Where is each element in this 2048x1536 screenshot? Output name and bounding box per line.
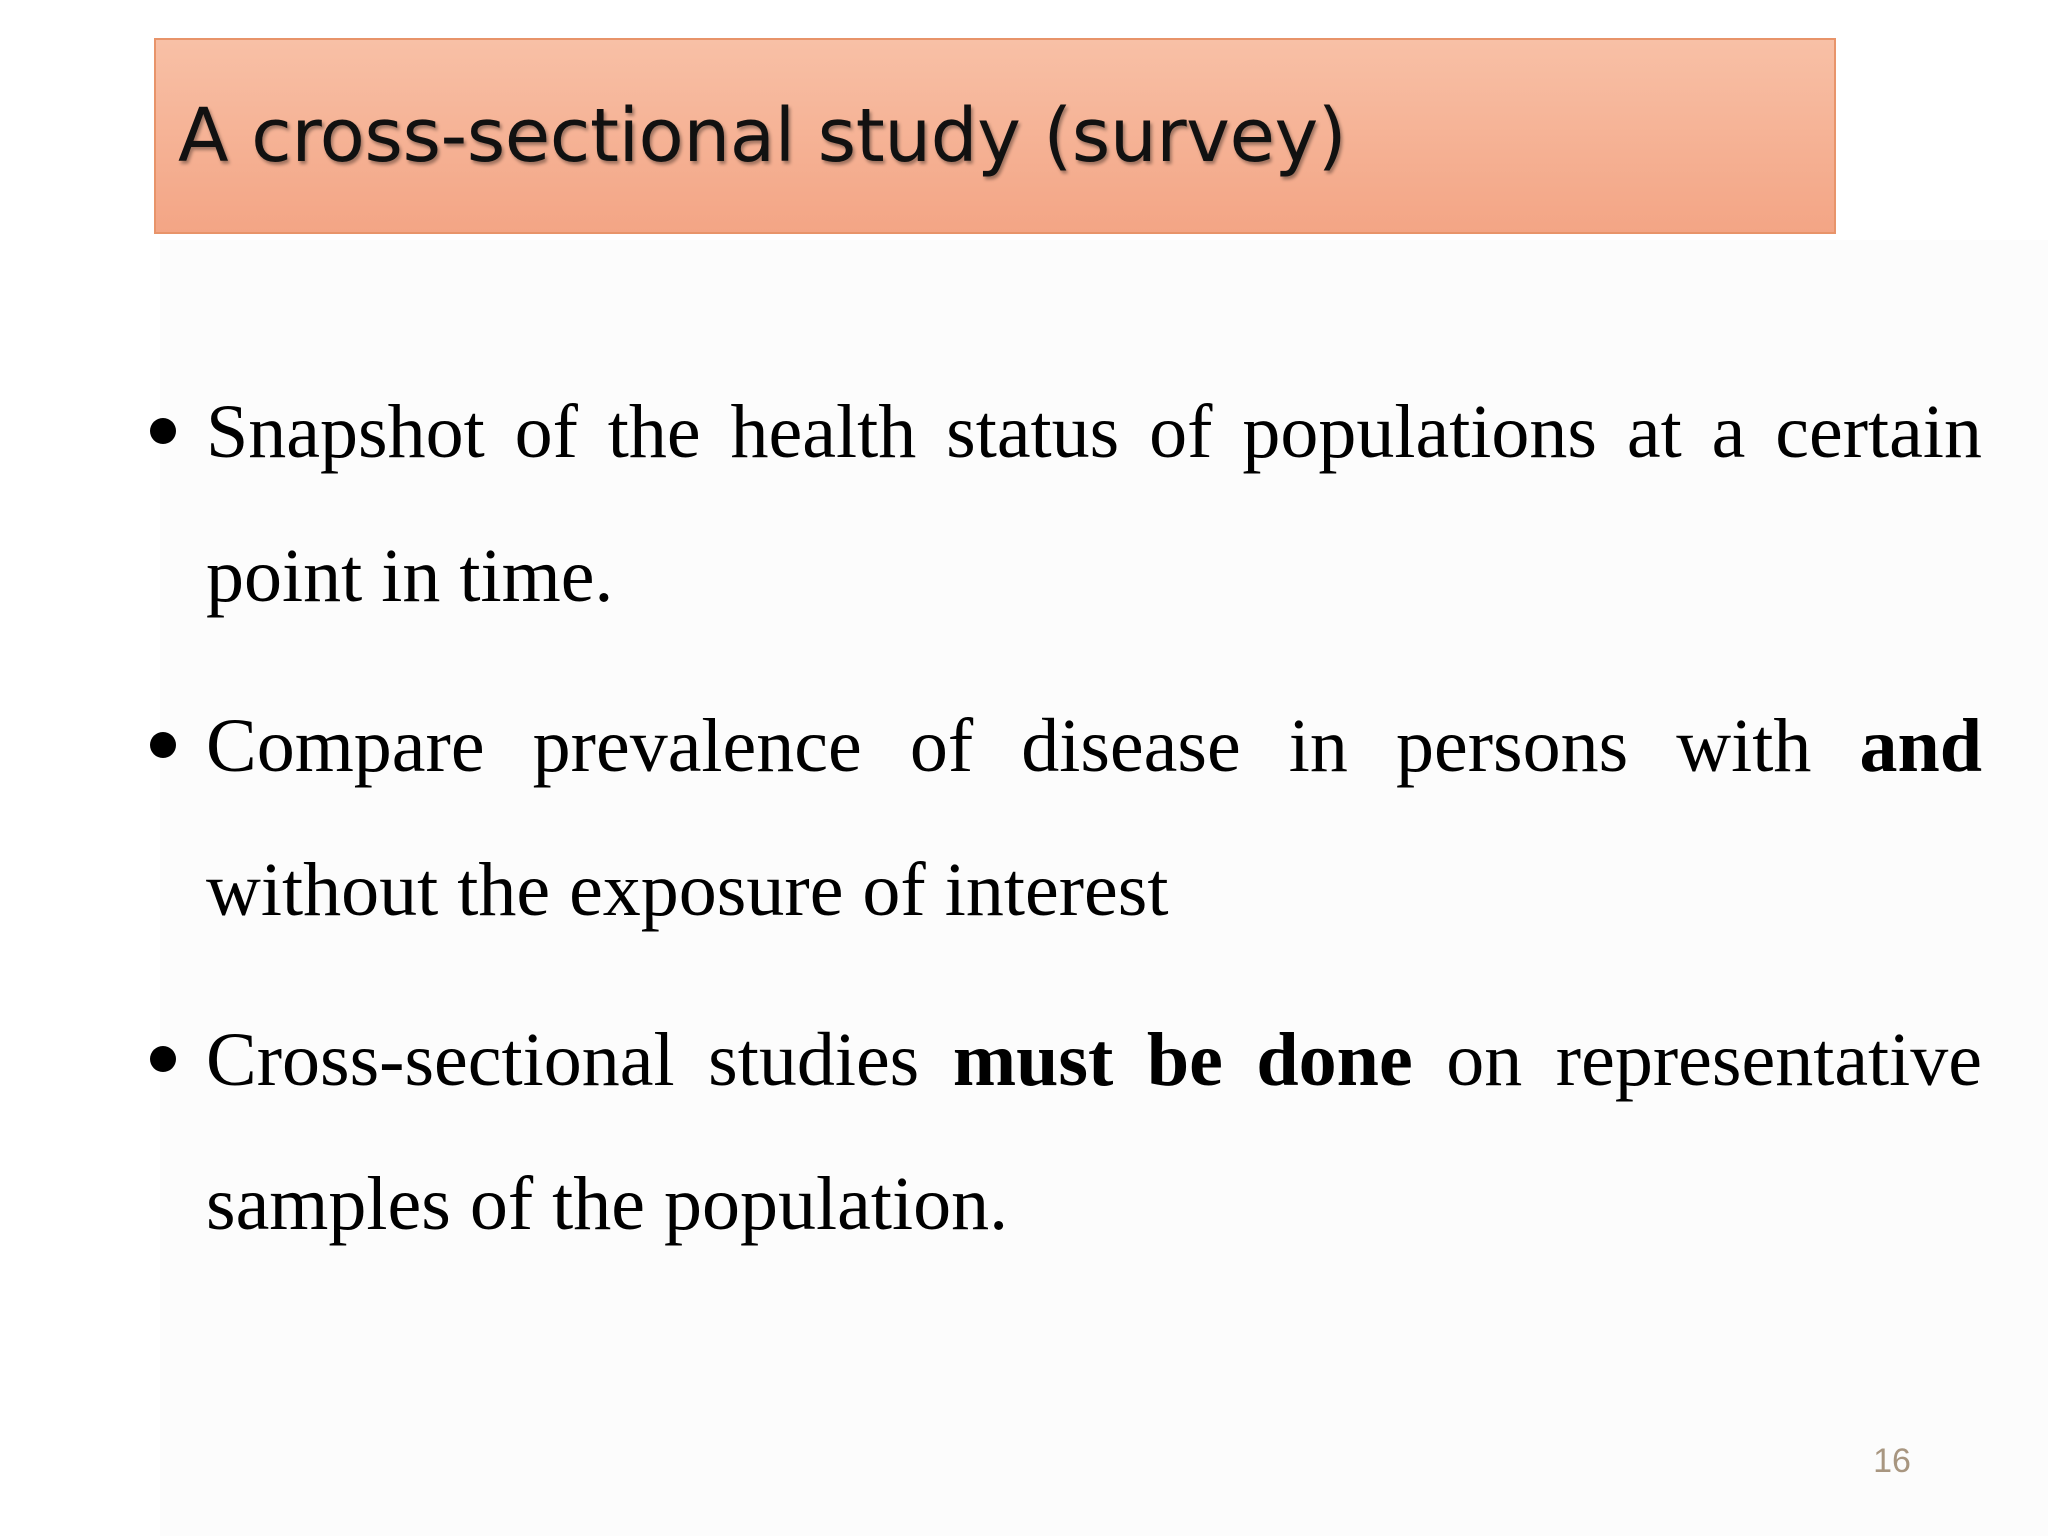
bullet-text-bold: and <box>1859 704 1982 788</box>
bullet-text-before: Cross-sectional studies <box>206 1018 953 1102</box>
bullet-dot-icon <box>150 732 176 758</box>
slide-title: A cross-sectional study (survey) <box>178 93 1347 179</box>
bullet-item-snapshot <box>146 360 1982 648</box>
bullet-text-before: Compare prevalence of disease in persons with <box>206 704 1860 788</box>
bullet-text: Snapshot of the health status of populations at a certain point in time. <box>206 390 1982 618</box>
bullet-text-after: without the exposure of interest <box>206 848 1169 932</box>
bullet-text-bold: must be done <box>952 1018 1413 1102</box>
bullet-text-after: on representative samples of the population. <box>206 1018 1983 1246</box>
page-number: 16 <box>1873 1442 1911 1480</box>
title-banner <box>154 38 1836 234</box>
bullet-item-compare-prevalence <box>146 674 1982 962</box>
bullet-dot-icon <box>150 418 176 444</box>
bullet-item-representative-samples <box>146 988 1982 1276</box>
bullet-dot-icon <box>150 1046 176 1072</box>
bullet-list <box>146 360 1982 1302</box>
